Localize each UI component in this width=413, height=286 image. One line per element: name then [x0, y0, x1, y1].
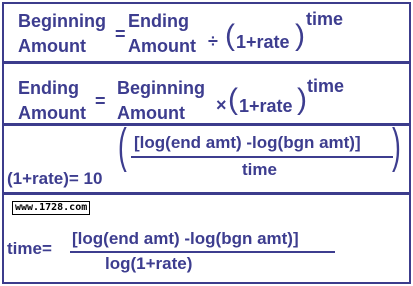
f3-paren-close: ) — [392, 120, 401, 173]
f1-rhs-line1: Ending — [128, 11, 189, 31]
f1-base: 1+rate — [236, 32, 290, 52]
f2-exponent: time — [307, 76, 345, 96]
f4-numerator: [log(end amt) -log(bgn amt)] — [72, 229, 299, 248]
f3-paren-open: ( — [118, 120, 127, 173]
f1-divide-sign: ÷ — [208, 31, 218, 51]
f1-paren-close: ) — [295, 19, 305, 52]
f4-denominator: log(1+rate) — [105, 254, 193, 273]
f2-paren-open: ( — [228, 83, 238, 116]
f2-times-sign: × — [216, 95, 227, 115]
f1-paren-open: ( — [225, 19, 235, 52]
f2-paren-close: ) — [297, 83, 307, 116]
f2-lhs-line1: Ending — [18, 78, 79, 98]
f3-denominator: time — [242, 160, 277, 179]
f3-fraction-bar — [131, 156, 393, 158]
f1-rhs-line2: Amount — [128, 36, 196, 56]
divider-2 — [4, 123, 409, 126]
divider-3 — [4, 192, 409, 195]
divider-1 — [4, 61, 409, 64]
site-watermark: www.1728.com — [12, 201, 90, 215]
f1-exponent: time — [306, 9, 344, 29]
f2-equals-sign: = — [95, 91, 106, 111]
f2-base: 1+rate — [239, 96, 293, 116]
f1-lhs-line1: Beginning — [18, 11, 106, 31]
f2-rhs-line2: Amount — [117, 103, 185, 123]
f3-numerator: [log(end amt) -log(bgn amt)] — [134, 133, 361, 152]
f1-equals-sign: = — [115, 24, 126, 44]
f2-lhs-line2: Amount — [18, 103, 86, 123]
f4-lhs: time= — [7, 239, 52, 258]
f3-lhs: (1+rate)= 10 — [7, 169, 103, 188]
formula-panel — [2, 2, 411, 284]
f4-fraction-bar — [70, 251, 335, 253]
f1-lhs-line2: Amount — [18, 36, 86, 56]
f2-rhs-line1: Beginning — [117, 78, 205, 98]
